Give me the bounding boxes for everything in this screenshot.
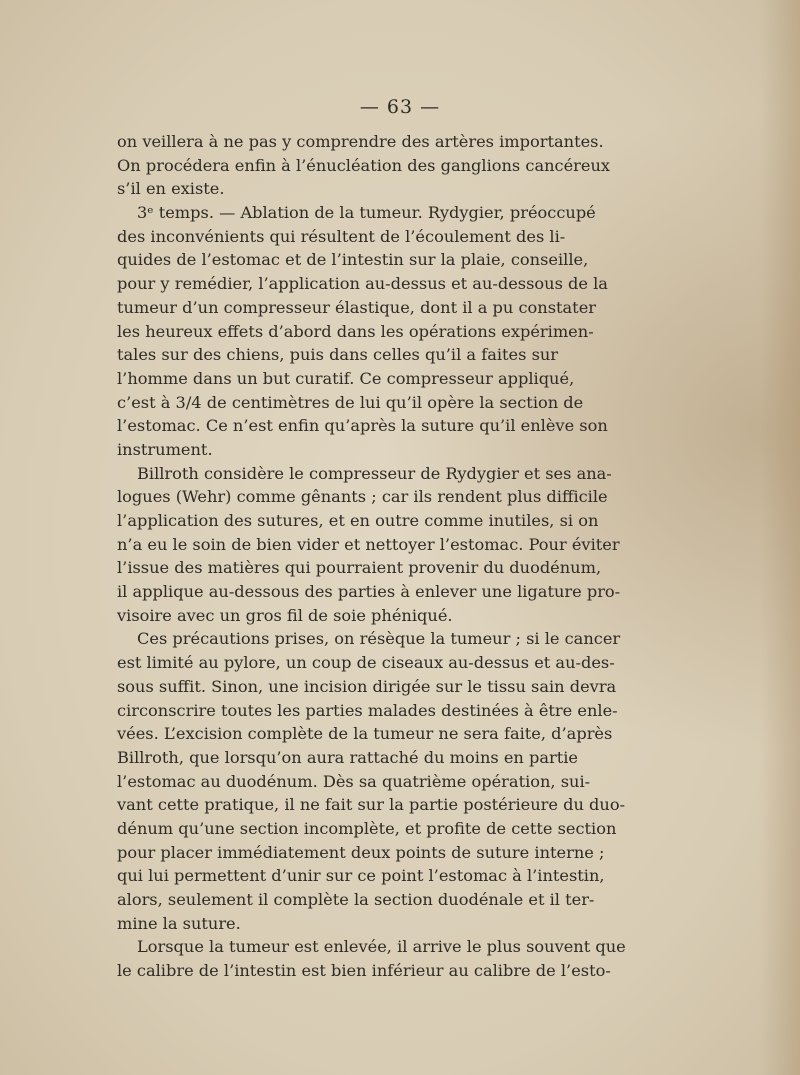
text-line: logues (Wehr) comme gênants ; car ils rendent plus difficile xyxy=(117,487,608,507)
text-line: les heureux effets d’abord dans les opérations expérimen- xyxy=(117,321,594,341)
text-line: s’il en existe. xyxy=(117,179,225,199)
text-line: vant cette pratique, il ne fait sur la partie postérieure du duo- xyxy=(117,795,626,815)
text-line: pour placer immédiatement deux points de suture interne ; xyxy=(117,842,605,862)
text-line: n’a eu le soin de bien vider et nettoyer l’estomac. Pour éviter xyxy=(117,534,620,554)
text-line: visoire avec un gros fil de soie phéniqué. xyxy=(117,605,453,625)
text-line: est limité au pylore, un coup de ciseaux au-dessus et au-des- xyxy=(117,653,615,673)
text-line: des inconvénients qui résultent de l’écoulement des li- xyxy=(117,226,566,246)
text-line: tumeur d’un compresseur élastique, dont il a pu constater xyxy=(117,297,597,317)
text-line: instrument. xyxy=(117,439,213,459)
text-line: Billroth, que lorsqu’on aura rattaché du moins en partie xyxy=(117,747,578,767)
text-line: l’homme dans un but curatif. Ce compresseur appliqué, xyxy=(117,368,575,388)
text-line: qui lui permettent d’unir sur ce point l’estomac à l’intestin, xyxy=(117,866,605,886)
text-line: l’estomac au duodénum. Dès sa quatrième opération, sui- xyxy=(117,771,591,791)
text-line: c’est à 3/4 de centimètres de lui qu’il opère la section de xyxy=(117,392,584,412)
text-line: circonscrire toutes les parties malades destinées à être enle- xyxy=(117,700,618,720)
text-line: Billroth considère le compresseur de Rydygier et ses ana- xyxy=(137,463,612,483)
text-line: 3ᵉ temps. — Ablation de la tumeur. Rydygier, préoccupé xyxy=(137,203,596,223)
text-line: sous suffit. Sinon, une incision dirigée sur le tissu sain devra xyxy=(117,676,617,696)
text-line: l’application des sutures, et en outre comme inutiles, si on xyxy=(117,511,599,530)
text-line: alors, seulement il complète la section duodénale et il ter- xyxy=(117,890,595,909)
text-line: Ces précautions prises, on résèque la tumeur ; si le cancer xyxy=(137,629,621,649)
text-line: tales sur des chiens, puis dans celles qu’il a faites sur xyxy=(117,345,559,365)
page-edge-shadow xyxy=(760,0,800,1075)
text-line: l’estomac. Ce n’est enfin qu’après la suture qu’il enlève son xyxy=(117,416,608,436)
text-line: pour y remédier, l’application au-dessus et au-dessous de la xyxy=(117,274,608,294)
text-line: Lorsque la tumeur est enlevée, il arrive le plus souvent que xyxy=(137,937,626,957)
text-line: on veillera à ne pas y comprendre des artères importantes. xyxy=(117,132,604,151)
text-line: le calibre de l’intestin est bien inférieur au calibre de l’esto- xyxy=(117,961,611,981)
body-text xyxy=(117,130,626,983)
text-line: On procédera enfin à l’énucléation des ganglions cancéreux xyxy=(117,155,611,175)
text-line: l’issue des matières qui pourraient provenir du duodénum, xyxy=(117,558,602,578)
text-line: il applique au-dessous des parties à enlever une ligature pro- xyxy=(117,582,621,602)
page-number: — 63 — xyxy=(359,96,441,118)
text-line: quides de l’estomac et de l’intestin sur la plaie, conseille, xyxy=(117,250,589,270)
text-line: mine la suture. xyxy=(117,913,241,933)
text-line: dénum qu’une section incomplète, et profite de cette section xyxy=(117,818,617,838)
text-line: vées. L’excision complète de la tumeur ne sera faite, d’après xyxy=(117,724,613,744)
